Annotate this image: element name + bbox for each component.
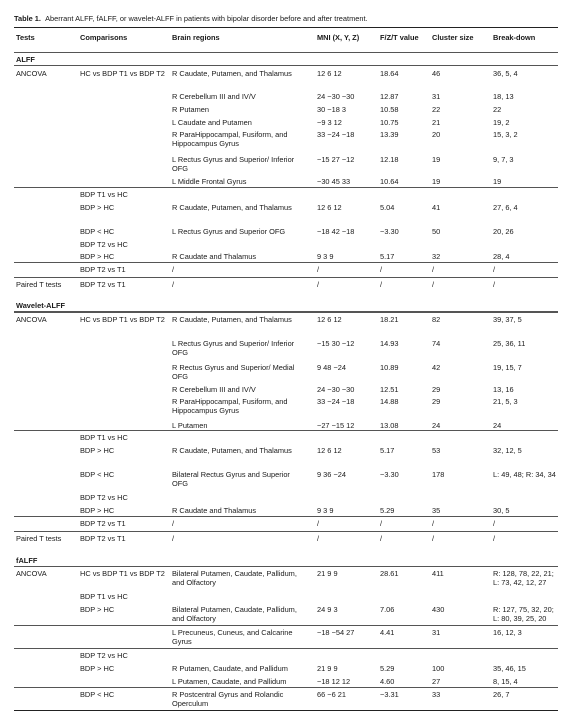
cell-comparison: BDP > HC	[80, 605, 115, 614]
cell-mni: 12 6 12	[317, 446, 342, 455]
section-label: ALFF	[16, 55, 35, 64]
row-rule	[14, 516, 558, 517]
cell-mni: 24 −30 −30	[317, 385, 355, 394]
cell-fzt-value: 5.29	[380, 664, 395, 673]
cell-comparison: BDP < HC	[80, 690, 115, 699]
cell-tests: ANCOVA	[16, 69, 47, 78]
cell-break-down: 19, 15, 7	[493, 363, 522, 372]
section-rule	[14, 65, 558, 66]
row-rule	[14, 687, 558, 688]
cell-cluster-size: /	[432, 280, 435, 289]
cell-comparison: BDP T2 vs T1	[80, 280, 126, 289]
cell-break-down: R: 128, 78, 22, 21; L: 73, 42, 12, 27	[493, 569, 554, 587]
row-rule	[14, 187, 558, 188]
cell-mni: −30 45 33	[317, 177, 351, 186]
header-comparisons: Comparisons	[80, 33, 128, 42]
cell-brain-region: L Rectus Gyrus and Superior/ Inferior OFG	[172, 339, 295, 357]
cell-fzt-value: 7.06	[380, 605, 395, 614]
cell-break-down: 19	[493, 177, 502, 186]
cell-break-down: 30, 5	[493, 506, 510, 515]
cell-comparison: HC vs BDP T1 vs BDP T2	[80, 69, 165, 78]
cell-brain-region: R Caudate, Putamen, and Thalamus	[172, 203, 292, 212]
cell-fzt-value: /	[380, 534, 383, 543]
cell-brain-region: Bilateral Rectus Gyrus and Superior OFG	[172, 470, 290, 488]
cell-cluster-size: /	[432, 534, 435, 543]
cell-break-down: /	[493, 280, 496, 289]
row-rule	[14, 648, 558, 649]
cell-comparison: HC vs BDP T1 vs BDP T2	[80, 315, 165, 324]
cell-fzt-value: 5.17	[380, 252, 395, 261]
cell-fzt-value: 4.60	[380, 677, 395, 686]
cell-cluster-size: 31	[432, 92, 441, 101]
table-caption-text: Aberrant ALFF, fALFF, or wavelet-ALFF in patients with bipolar disorder before and after treatment.	[45, 14, 368, 23]
cell-break-down: 19, 2	[493, 118, 510, 127]
cell-mni: 24 9 3	[317, 605, 338, 614]
cell-comparison: BDP T1 vs HC	[80, 592, 128, 601]
header-tests: Tests	[16, 33, 35, 42]
cell-mni: /	[317, 534, 320, 543]
cell-brain-region: R Caudate, Putamen, and Thalamus	[172, 69, 292, 78]
cell-break-down: 20, 26	[493, 227, 514, 236]
cell-cluster-size: 411	[432, 569, 444, 578]
cell-mni: /	[317, 280, 320, 289]
cell-cluster-size: 19	[432, 177, 441, 186]
cell-mni: 12 6 12	[317, 315, 342, 324]
cell-brain-region: L Putamen	[172, 421, 208, 430]
cell-fzt-value: −3.31	[380, 690, 399, 699]
cell-fzt-value: /	[380, 280, 383, 289]
cell-brain-region: R Caudate, Putamen, and Thalamus	[172, 315, 292, 324]
cell-fzt-value: 12.87	[380, 92, 399, 101]
cell-mni: 9 48 −24	[317, 363, 346, 372]
cell-comparison: BDP > HC	[80, 664, 115, 673]
cell-cluster-size: /	[432, 519, 435, 528]
cell-cluster-size: 32	[432, 252, 441, 261]
cell-mni: 12 6 12	[317, 203, 342, 212]
row-rule	[14, 312, 558, 313]
cell-break-down: 8, 15, 4	[493, 677, 518, 686]
cell-mni: −15 30 −12	[317, 339, 355, 348]
cell-fzt-value: 10.64	[380, 177, 399, 186]
cell-break-down: /	[493, 519, 496, 528]
cell-brain-region: R Caudate and Thalamus	[172, 506, 257, 515]
cell-cluster-size: 29	[432, 397, 441, 406]
cell-break-down: 39, 37, 5	[493, 315, 522, 324]
cell-brain-region: R ParaHippocampal, Fusiform, and Hippocampus Gyrus	[172, 397, 288, 415]
cell-break-down: R: 127, 75, 32, 20; L: 80, 39, 25, 20	[493, 605, 554, 623]
cell-mni: /	[317, 265, 320, 274]
cell-fzt-value: 18.21	[380, 315, 399, 324]
cell-cluster-size: 35	[432, 506, 441, 515]
cell-brain-region: /	[172, 534, 175, 543]
cell-mni: 24 −30 −30	[317, 92, 355, 101]
top-rule	[14, 27, 558, 28]
cell-mni: 9 3 9	[317, 252, 334, 261]
cell-break-down: L: 49, 48; R: 34, 34	[493, 470, 556, 479]
header-break-down: Break-down	[493, 33, 536, 42]
cell-fzt-value: 13.08	[380, 421, 399, 430]
cell-brain-region: L Rectus Gyrus and Superior OFG	[172, 227, 286, 236]
cell-cluster-size: 31	[432, 628, 441, 637]
cell-comparison: BDP T1 vs HC	[80, 190, 128, 199]
cell-cluster-size: 50	[432, 227, 441, 236]
cell-tests: ANCOVA	[16, 315, 47, 324]
header-cluster-size: Cluster size	[432, 33, 474, 42]
cell-tests: Paired T tests	[16, 534, 62, 543]
cell-mni: −15 27 −12	[317, 155, 355, 164]
cell-cluster-size: 27	[432, 677, 441, 686]
cell-fzt-value: 13.39	[380, 130, 399, 139]
cell-fzt-value: 5.17	[380, 446, 395, 455]
cell-fzt-value: 10.89	[380, 363, 399, 372]
cell-cluster-size: 22	[432, 105, 441, 114]
cell-fzt-value: −3.30	[380, 470, 399, 479]
cell-mni: −18 42 −18	[317, 227, 355, 236]
cell-fzt-value: 5.04	[380, 203, 395, 212]
cell-fzt-value: 10.58	[380, 105, 399, 114]
cell-fzt-value: 12.51	[380, 385, 399, 394]
section-rule	[14, 311, 558, 312]
cell-fzt-value: 12.18	[380, 155, 399, 164]
cell-fzt-value: /	[380, 519, 383, 528]
cell-break-down: /	[493, 265, 496, 274]
row-rule	[14, 531, 558, 532]
table-caption	[14, 14, 368, 23]
cell-break-down: 15, 3, 2	[493, 130, 518, 139]
cell-break-down: 35, 46, 15	[493, 664, 526, 673]
cell-mni: 21 9 9	[317, 664, 338, 673]
cell-break-down: 28, 4	[493, 252, 510, 261]
cell-brain-region: L Caudate and Putamen	[172, 118, 252, 127]
cell-brain-region: R Postcentral Gyrus and Rolandic Operculum	[172, 690, 284, 708]
header-brain-regions: Brain regions	[172, 33, 220, 42]
cell-fzt-value: 4.41	[380, 628, 395, 637]
cell-comparison: BDP T2 vs T1	[80, 265, 126, 274]
cell-brain-region: R Putamen, Caudate, and Pallidum	[172, 664, 288, 673]
cell-break-down: 22	[493, 105, 502, 114]
cell-fzt-value: /	[380, 265, 383, 274]
cell-tests: ANCOVA	[16, 569, 47, 578]
cell-cluster-size: 21	[432, 118, 441, 127]
cell-brain-region: R Caudate and Thalamus	[172, 252, 257, 261]
cell-comparison: BDP T1 vs HC	[80, 433, 128, 442]
cell-cluster-size: 82	[432, 315, 441, 324]
cell-mni: 9 36 −24	[317, 470, 346, 479]
cell-brain-region: L Putamen, Caudate, and Pallidum	[172, 677, 287, 686]
cell-fzt-value: 5.29	[380, 506, 395, 515]
cell-brain-region: R Cerebellum III and IV/V	[172, 385, 256, 394]
cell-tests: Paired T tests	[16, 280, 62, 289]
cell-cluster-size: 19	[432, 155, 441, 164]
row-rule	[14, 430, 558, 431]
cell-brain-region: /	[172, 265, 175, 274]
cell-fzt-value: 14.93	[380, 339, 399, 348]
row-rule	[14, 277, 558, 278]
cell-cluster-size: 33	[432, 690, 441, 699]
cell-brain-region: /	[172, 280, 175, 289]
cell-break-down: 16, 12, 3	[493, 628, 522, 637]
cell-fzt-value: 18.64	[380, 69, 399, 78]
cell-mni: −27 −15 12	[317, 421, 355, 430]
cell-brain-region: R Caudate, Putamen, and Thalamus	[172, 446, 292, 455]
section-label: Wavelet-ALFF	[16, 301, 65, 310]
cell-mni: 21 9 9	[317, 569, 338, 578]
cell-mni: 66 −6 21	[317, 690, 346, 699]
cell-comparison: BDP > HC	[80, 252, 115, 261]
row-rule	[14, 262, 558, 263]
header-fzt-value: F/Z/T value	[380, 33, 419, 42]
cell-comparison: BDP T2 vs HC	[80, 240, 128, 249]
cell-brain-region: L Rectus Gyrus and Superior/ Inferior OFG	[172, 155, 295, 173]
cell-break-down: 36, 5, 4	[493, 69, 518, 78]
cell-cluster-size: 53	[432, 446, 441, 455]
table-caption-label: Table 1.	[14, 14, 41, 23]
cell-fzt-value: 14.88	[380, 397, 399, 406]
cell-mni: −18 −54 27	[317, 628, 355, 637]
cell-comparison: BDP < HC	[80, 227, 115, 236]
cell-cluster-size: 100	[432, 664, 445, 673]
cell-cluster-size: 178	[432, 470, 445, 479]
cell-mni: −9 3 12	[317, 118, 342, 127]
cell-cluster-size: 46	[432, 69, 441, 78]
cell-break-down: 24	[493, 421, 502, 430]
cell-cluster-size: 29	[432, 385, 441, 394]
cell-comparison: BDP T2 vs T1	[80, 534, 126, 543]
cell-brain-region: R ParaHippocampal, Fusiform, and Hippocampus Gyrus	[172, 130, 288, 148]
section-label: fALFF	[16, 556, 38, 565]
cell-cluster-size: 41	[432, 203, 441, 212]
cell-comparison: HC vs BDP T1 vs BDP T2	[80, 569, 165, 578]
cell-break-down: 26, 7	[493, 690, 510, 699]
section-rule	[14, 566, 558, 567]
cell-comparison: BDP T2 vs HC	[80, 651, 128, 660]
cell-comparison: BDP > HC	[80, 446, 115, 455]
cell-break-down: 27, 6, 4	[493, 203, 518, 212]
cell-comparison: BDP T2 vs HC	[80, 493, 128, 502]
cell-mni: 33 −24 −18	[317, 130, 355, 139]
cell-brain-region: R Putamen	[172, 105, 209, 114]
cell-comparison: BDP > HC	[80, 203, 115, 212]
cell-brain-region: /	[172, 519, 175, 528]
bottom-rule	[14, 710, 558, 711]
cell-brain-region: R Cerebellum III and IV/V	[172, 92, 256, 101]
cell-comparison: BDP < HC	[80, 470, 115, 479]
cell-break-down: /	[493, 534, 496, 543]
cell-brain-region: Bilateral Putamen, Caudate, Pallidum, and Olfactory	[172, 569, 297, 587]
cell-cluster-size: 24	[432, 421, 441, 430]
cell-fzt-value: −3.30	[380, 227, 399, 236]
cell-comparison: BDP T2 vs T1	[80, 519, 126, 528]
cell-break-down: 25, 36, 11	[493, 339, 526, 348]
cell-break-down: 9, 7, 3	[493, 155, 514, 164]
cell-mni: 33 −24 −18	[317, 397, 355, 406]
cell-brain-region: R Rectus Gyrus and Superior/ Medial OFG	[172, 363, 295, 381]
cell-mni: 12 6 12	[317, 69, 342, 78]
cell-break-down: 13, 16	[493, 385, 514, 394]
cell-brain-region: Bilateral Putamen, Caudate, Pallidum, and Olfactory	[172, 605, 297, 623]
cell-mni: −18 12 12	[317, 677, 351, 686]
cell-cluster-size: 74	[432, 339, 441, 348]
cell-comparison: BDP > HC	[80, 506, 115, 515]
row-rule	[14, 625, 558, 626]
cell-break-down: 21, 5, 3	[493, 397, 518, 406]
cell-break-down: 32, 12, 5	[493, 446, 522, 455]
header-mni: MNI (X, Y, Z)	[317, 33, 360, 42]
cell-fzt-value: 28.61	[380, 569, 399, 578]
cell-break-down: 18, 13	[493, 92, 514, 101]
header-rule	[14, 52, 558, 53]
cell-fzt-value: 10.75	[380, 118, 399, 127]
cell-brain-region: L Precuneus, Cuneus, and Calcarine Gyrus	[172, 628, 293, 646]
cell-mni: /	[317, 519, 320, 528]
cell-mni: 30 −18 3	[317, 105, 346, 114]
cell-cluster-size: /	[432, 265, 435, 274]
cell-mni: 9 3 9	[317, 506, 334, 515]
cell-brain-region: L Middle Frontal Gyrus	[172, 177, 247, 186]
cell-cluster-size: 42	[432, 363, 441, 372]
cell-cluster-size: 20	[432, 130, 441, 139]
cell-cluster-size: 430	[432, 605, 445, 614]
